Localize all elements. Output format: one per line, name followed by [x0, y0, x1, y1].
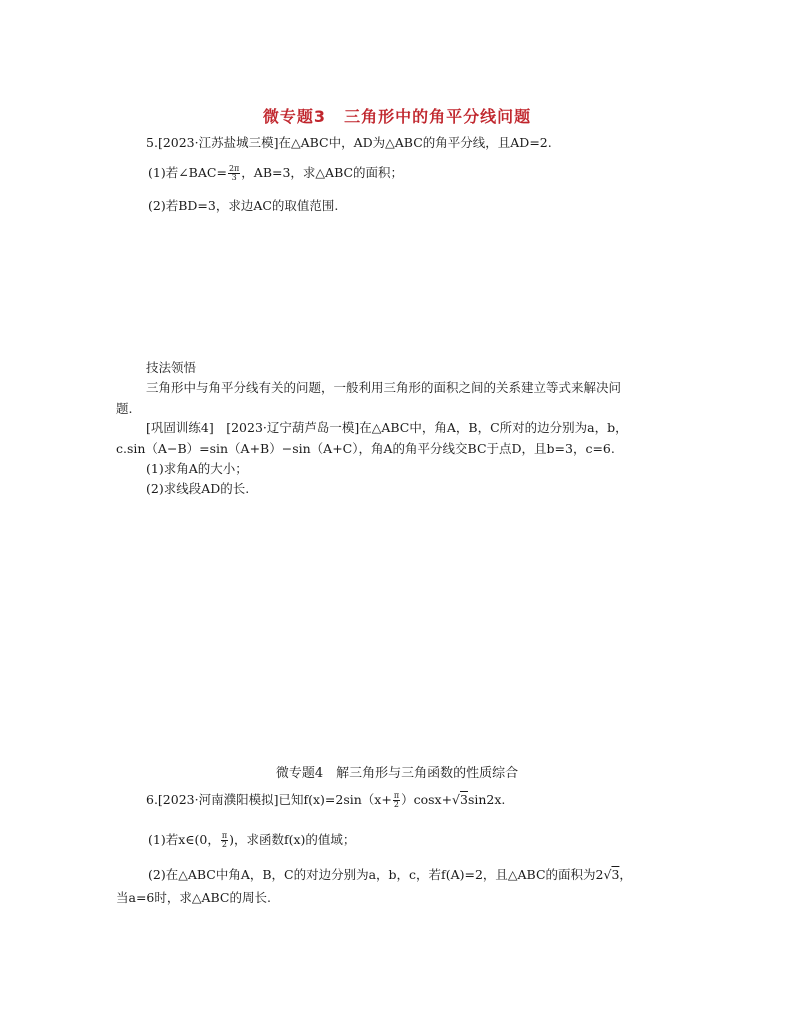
section3-title: [0, 104, 794, 127]
problem6-line1-a: 6.[2023·河南濮阳模拟]已知f(x)=2sin（x+: [146, 792, 392, 807]
practice4-part1: (1)求角A的大小；: [146, 461, 248, 476]
tips-heading: 技法领悟: [146, 360, 197, 375]
problem5-part1-fraction: [228, 165, 240, 182]
problem6-part1: [148, 831, 355, 849]
practice4-line2: c.sin（A−B）=sin（A+B）−sin（A+C），角A的角平分线交BC于点D，且b=3，c=6.: [116, 441, 615, 456]
practice4-part2: (2)求线段AD的长.: [146, 481, 250, 496]
problem6-part2-a: (2)在△ABC中角A，B，C的对边分别为a，b，c，若f(A)=2，且△ABC的面积为2: [148, 867, 604, 882]
problem5-stem-text: 在△ABC中，AD为△ABC的角平分线，且AD=2.: [278, 135, 552, 150]
problem6-part2-b: ，: [619, 867, 632, 882]
problem6-line1-b: ）cosx+: [401, 792, 453, 807]
problem6-part1-a: (1)若x∈(0，: [148, 832, 220, 847]
section3-title-main: 三角形中的角平分线问题: [344, 107, 532, 126]
problem6-part1-b: )，求函数f(x)的值域；: [229, 832, 356, 847]
problem5-source: [2023·江苏盐城三模]: [157, 135, 279, 150]
problem5-part2: (2)若BD=3，求边AC的取值范围.: [148, 198, 339, 213]
problem5-part1: [148, 164, 403, 182]
problem6-part2-line1: [148, 866, 632, 884]
section3-title-prefix: 微专题3: [262, 107, 327, 126]
fraction-denominator: 3: [231, 173, 237, 182]
section4-title: 微专题4 解三角形与三角函数的性质综合: [275, 766, 519, 781]
problem5-label: 5.: [146, 135, 158, 150]
problem6-stem: [146, 791, 505, 809]
fraction-denominator: 2: [393, 800, 399, 809]
problem6-part2-sqrt-value: 3: [611, 867, 620, 882]
problem6-sqrt-value: 3: [460, 792, 468, 807]
tips-line1: 三角形中与角平分线有关的问题，一般利用三角形的面积之间的关系建立等式来解决问: [146, 380, 622, 395]
problem5-part1-a: (1)若∠BAC=: [148, 165, 227, 180]
fraction-numerator: π: [221, 831, 228, 840]
fraction-numerator: π: [393, 791, 400, 800]
sqrt-symbol: √: [603, 867, 612, 882]
problem5-stem: [146, 134, 552, 152]
tips-line2: 题.: [116, 401, 133, 416]
problem5-part1-b: ，AB=3，求△ABC的面积；: [241, 165, 404, 180]
problem6-fraction: [393, 792, 400, 809]
fraction-numerator: 2π: [228, 164, 240, 173]
fraction-denominator: 2: [221, 840, 228, 849]
problem6-part1-fraction: [221, 832, 228, 849]
practice4-line1: [巩固训练4] [2023·辽宁葫芦岛一模]在△ABC中，角A，B，C所对的边分别为a，b，: [146, 420, 628, 435]
sqrt-symbol: √: [452, 792, 461, 807]
problem6-line1-c: sin2x.: [467, 792, 506, 807]
problem6-part2-line2: 当a=6时，求△ABC的周长.: [116, 890, 271, 905]
